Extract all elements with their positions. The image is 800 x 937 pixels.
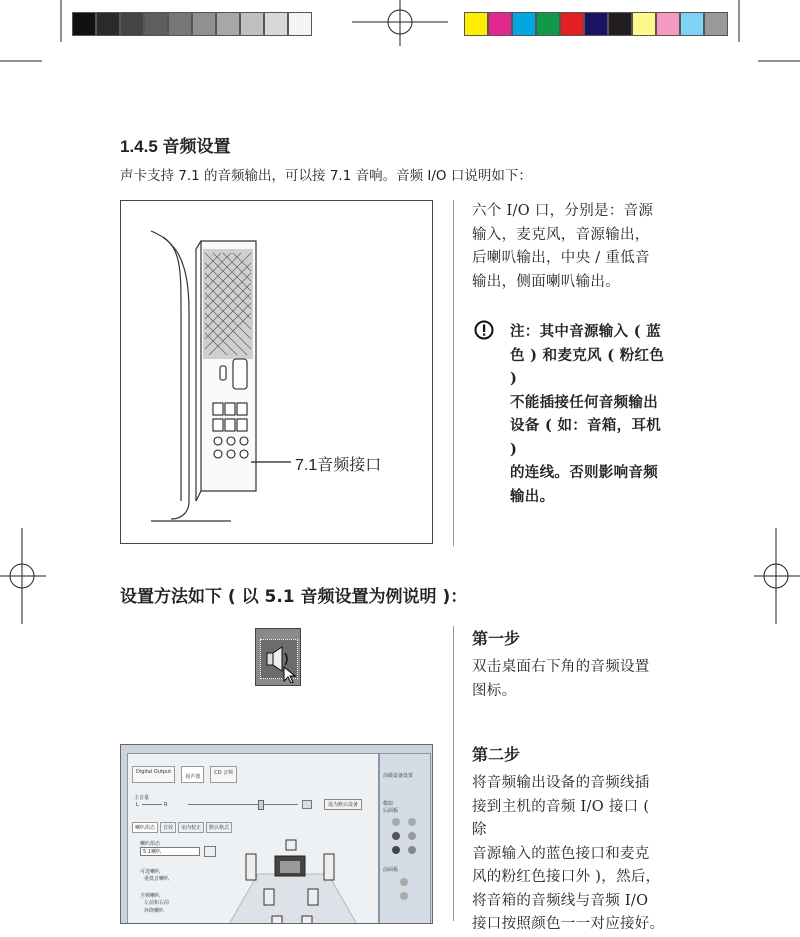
- step1-line: 图标。: [472, 682, 517, 699]
- step2-line: 接到主机的音频 I/O 接口 ( 除: [472, 798, 650, 838]
- step1-title: 第一步: [472, 629, 521, 648]
- jack-indicators: [388, 816, 426, 906]
- device-tabs: [132, 766, 237, 783]
- front-checkbox[interactable]: 左前和右前: [144, 900, 170, 906]
- audio-port-label: 7.1音频接口: [295, 457, 382, 474]
- fullrange-label: 全频喇叭: [140, 893, 161, 899]
- subtab-room-correction[interactable]: 室内校正: [178, 822, 204, 833]
- side-label-rear: 后面板: [383, 808, 399, 814]
- mute-button[interactable]: [302, 800, 312, 809]
- setup-title: 设置方法如下 ( 以 5.1 音频设置为例说明 )：: [120, 587, 468, 607]
- gray-swatch: [144, 12, 168, 36]
- balance-slider[interactable]: [142, 804, 162, 805]
- color-swatch: [464, 12, 488, 36]
- io-line: 输入，麦克风，音源输出，: [472, 226, 650, 243]
- side-title: 高级设备设置: [383, 773, 414, 779]
- color-swatch: [488, 12, 512, 36]
- speaker-room-diagram: [228, 834, 358, 924]
- step2-text: [472, 772, 668, 937]
- note-line: 不能插接任何音频输出: [510, 393, 658, 411]
- optional-speakers-label: 可选喇叭: [140, 869, 161, 875]
- color-swatch: [680, 12, 704, 36]
- io-line: 后喇叭输出，中央 / 重低音: [472, 250, 650, 266]
- rear-panel-figure: [120, 200, 433, 544]
- speaker-icon[interactable]: [262, 643, 296, 683]
- volume-label: 主音量: [134, 795, 150, 801]
- subwoofer-checkbox[interactable]: 重低音喇叭: [144, 876, 170, 882]
- audio-manager-screenshot: [120, 744, 433, 924]
- step1-line: 双击桌面右下角的音频设置: [472, 659, 650, 675]
- gray-swatch: [192, 12, 216, 36]
- section-title: 1.4.5 音频设置: [120, 137, 231, 156]
- gray-swatch: [168, 12, 192, 36]
- color-swatch: [608, 12, 632, 36]
- io-description: [472, 200, 668, 294]
- gray-swatch: [264, 12, 288, 36]
- set-default-button[interactable]: 设为默认设备: [324, 799, 362, 810]
- color-swatch: [704, 12, 728, 36]
- play-test-button[interactable]: [204, 846, 216, 857]
- left-label: L: [136, 802, 139, 808]
- gray-swatch: [72, 12, 96, 36]
- side-label-front: 前面板: [383, 867, 399, 873]
- color-swatch: [536, 12, 560, 36]
- gray-swatch: [216, 12, 240, 36]
- gray-swatch: [120, 12, 144, 36]
- gray-swatch: [96, 12, 120, 36]
- main-panel: [127, 753, 379, 924]
- step2-line: 接口按照颜色一一对应接好。: [472, 916, 665, 932]
- io-line: 六个 I/O 口，分别是：音源: [472, 203, 654, 219]
- tab-cd-audio[interactable]: CD 音频: [210, 766, 237, 783]
- tab-digital-output[interactable]: Digital Output: [132, 766, 175, 783]
- advanced-side-panel: [379, 753, 431, 924]
- note-line: 的连线。否则影响音频: [510, 464, 658, 481]
- subtab-speaker-config[interactable]: 喇叭组态: [132, 822, 158, 833]
- audio-tray-icon-figure: [255, 628, 301, 686]
- io-line: 输出，侧面喇叭输出。: [472, 273, 620, 290]
- step1-text: [472, 656, 668, 703]
- column-divider-top: [453, 200, 454, 546]
- side-label-analog: 模拟: [383, 801, 394, 807]
- subtab-effects[interactable]: 音效: [160, 822, 176, 833]
- color-swatch: [584, 12, 608, 36]
- color-swatch: [560, 12, 584, 36]
- step2-title: 第二步: [472, 745, 521, 764]
- step2-line: 将音频输出设备的音频线插: [472, 775, 650, 791]
- step2-line: 风的粉红色接口外 )，然后，: [472, 869, 661, 885]
- note-line: 设备 ( 如：音箱，耳机 ): [510, 417, 662, 458]
- color-swatch: [512, 12, 536, 36]
- note-line: 注：其中音源输入 ( 蓝: [510, 323, 662, 340]
- subtab-default-format[interactable]: 默认格式: [206, 822, 232, 833]
- color-swatch: [656, 12, 680, 36]
- rear-panel-illustration: [121, 201, 432, 543]
- step2-line: 音源输入的蓝色接口和麦克: [472, 845, 650, 862]
- right-label: R: [164, 802, 168, 808]
- sub-tabs: [132, 822, 232, 833]
- note-line: 色 ) 和麦克风 ( 粉红色 ): [510, 346, 665, 387]
- speaker-config-label: 喇叭组态: [140, 841, 161, 847]
- warning-note: [510, 320, 670, 508]
- gray-swatch: [240, 12, 264, 36]
- volume-slider-thumb[interactable]: [258, 800, 264, 810]
- exclamation-circle-icon: [474, 320, 494, 340]
- gray-swatch: [288, 12, 312, 36]
- note-line: 输出。: [510, 487, 555, 505]
- speaker-config-select[interactable]: 5.1喇叭: [140, 847, 200, 856]
- surround-checkbox[interactable]: 环绕喇叭: [144, 908, 165, 914]
- step2-line: 将音箱的音频线与音频 I/O: [472, 892, 649, 909]
- column-divider-bottom: [453, 626, 454, 921]
- tab-speakers[interactable]: 扬声器: [181, 766, 204, 783]
- volume-slider[interactable]: [188, 804, 298, 805]
- intro-text: 声卡支持 7.1 的音频输出，可以接 7.1 音响。音频 I/O 口说明如下：: [120, 168, 532, 184]
- color-swatch: [632, 12, 656, 36]
